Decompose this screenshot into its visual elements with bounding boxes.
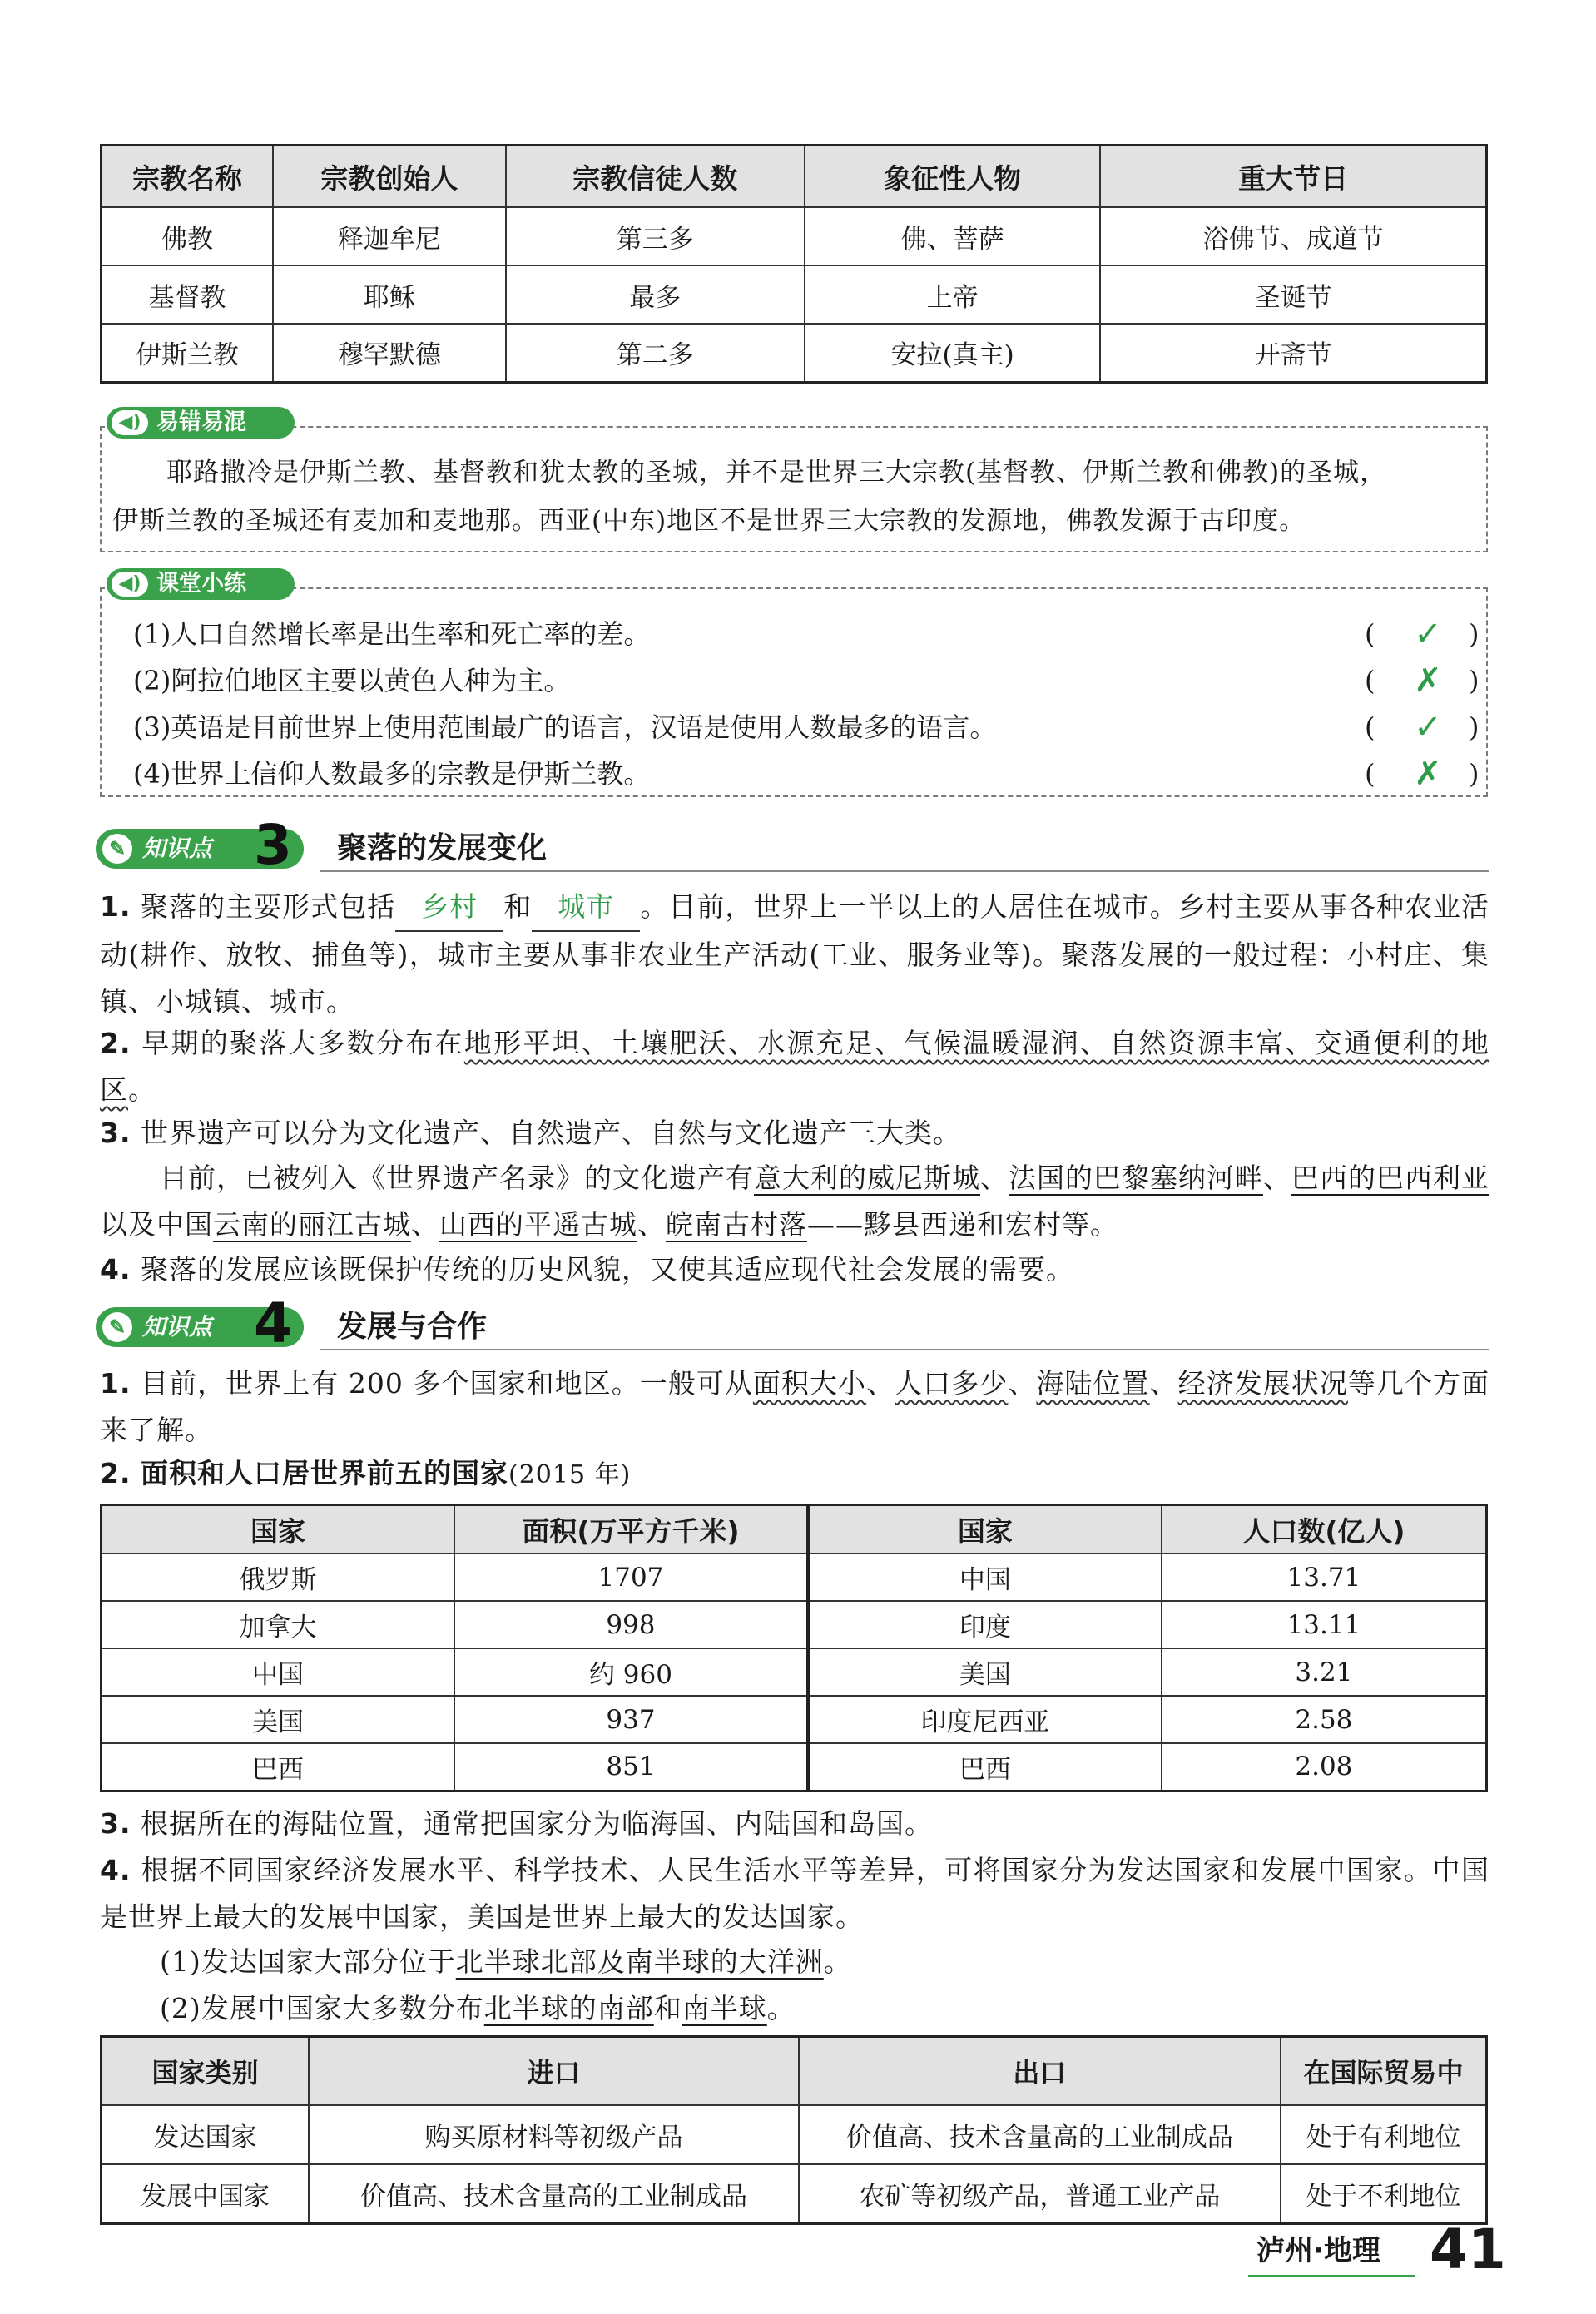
text: 、 [866, 1367, 895, 1400]
area-table [100, 1504, 809, 1792]
table-row [102, 1696, 808, 1743]
table-cell: 中国 [809, 1553, 1162, 1601]
table-header-cell: 象征性人物 [805, 146, 1100, 208]
table-cell: 圣诞节 [1100, 265, 1486, 324]
badge-label: 易错易混 [156, 409, 246, 435]
table-header-row [102, 146, 1487, 208]
text: 。 [766, 1992, 796, 2024]
section-title: 发展与合作 [337, 1310, 488, 1344]
underlined-text: 山西的平遥古城 [439, 1208, 637, 1241]
table-cell: 851 [454, 1743, 808, 1791]
highlight-text: 面积大小 [752, 1367, 867, 1400]
text: 、 [1008, 1367, 1037, 1400]
table-cell: 2.58 [1162, 1696, 1487, 1743]
table-header-cell: 国家 [809, 1505, 1162, 1554]
table-cell: 巴西 [809, 1743, 1162, 1791]
table-cell: 第三多 [506, 207, 805, 265]
table-cell: 中国 [102, 1648, 454, 1696]
paragraph [100, 1155, 1489, 1248]
text: 早期的聚落大多数分布在 [141, 1027, 464, 1059]
practice-badge [107, 568, 295, 600]
knowledge-point-label: 知识点 [142, 835, 213, 862]
table-cell: 价值高、技术含量高的工业制成品 [799, 2105, 1281, 2164]
text: 。 [823, 1945, 852, 1978]
paren-open: ( [1365, 758, 1375, 790]
table-cell: 安拉(真主) [805, 324, 1100, 382]
item-number: 3. [100, 1807, 131, 1840]
text: 。 [128, 1073, 156, 1106]
table-cell: 佛、菩萨 [805, 207, 1100, 265]
table-header-cell: 国家类别 [102, 2037, 310, 2106]
table-cell: 处于不利地位 [1281, 2164, 1487, 2223]
table-cell: 开斋节 [1100, 324, 1486, 382]
paragraph [100, 1246, 1489, 1293]
practice-question: (3)英语是目前世界上使用范围最广的语言，汉语是使用人数最多的语言。 [133, 711, 997, 743]
text: (1)发达国家大部分位于 [160, 1945, 456, 1978]
underlined-text: 北半球的南部 [483, 1992, 654, 2024]
item-number: 3. [100, 1117, 131, 1149]
text: 聚落的主要形式包括 [141, 890, 396, 923]
paren-close: ) [1469, 665, 1480, 696]
underlined-text: 巴西的巴西利亚 [1291, 1162, 1489, 1194]
table-cell: 印度尼西亚 [809, 1696, 1162, 1743]
table-cell: 美国 [102, 1696, 454, 1743]
item-number: 1. [100, 1367, 131, 1400]
table-header-cell: 在国际贸易中 [1281, 2037, 1487, 2106]
paren-open: ( [1365, 665, 1375, 696]
text: 目前，世界上有 200 多个国家和地区。一般可从 [141, 1367, 753, 1400]
paragraph [100, 1847, 1489, 1940]
practice-item [133, 751, 1481, 797]
cross-icon: ✗ [1414, 661, 1442, 700]
text: 目前，已被列入《世界遗产名录》的文化遗产有 [160, 1162, 754, 1194]
text: 、 [411, 1208, 439, 1241]
table-header-cell: 宗教创始人 [273, 146, 505, 208]
text: 世界遗产可以分为文化遗产、自然遗产、自然与文化遗产三大类。 [141, 1117, 961, 1149]
table-cell: 美国 [809, 1648, 1162, 1696]
confusion-text-2: 伊斯兰教的圣城还有麦加和麦地那。西亚(中东)地区不是世界三大宗教的发源地，佛教发源于古印度。 [112, 506, 1306, 536]
table-cell: 伊斯兰教 [102, 324, 274, 382]
check-icon: ✓ [1414, 708, 1442, 746]
highlight-text: 海陆位置 [1036, 1367, 1150, 1400]
underlined-text: 皖南古村落 [666, 1208, 807, 1241]
table-cell: 浴佛节、成道节 [1100, 207, 1486, 265]
table-row [102, 1553, 808, 1601]
divider [320, 870, 1489, 872]
section-title: 聚落的发展变化 [337, 831, 548, 865]
item-number: 2. [100, 1457, 131, 1489]
table-cell: 耶稣 [273, 265, 505, 324]
text: 以及中国 [100, 1208, 213, 1241]
table-cell: 最多 [506, 265, 805, 324]
text: 和 [653, 1992, 682, 2024]
text: 、 [980, 1162, 1009, 1194]
text: 、 [637, 1208, 666, 1241]
table-caption [100, 1450, 1489, 1499]
text: 根据所在的海陆位置，通常把国家分为临海国、内陆国和岛国。 [141, 1807, 933, 1840]
table-cell: 1707 [454, 1553, 808, 1601]
table-cell: 937 [454, 1696, 808, 1743]
text: 等几个方面来了解。 [100, 1367, 1490, 1446]
trade-table [100, 2035, 1488, 2225]
table-cell: 2.08 [1162, 1743, 1487, 1791]
section-number: 3 [254, 813, 292, 877]
section-3-header [96, 813, 1489, 877]
religion-table [100, 144, 1488, 384]
table-cell: 加拿大 [102, 1601, 454, 1648]
item-number: 1. [100, 890, 131, 923]
table-header-cell: 国家 [102, 1505, 454, 1554]
practice-question: (2)阿拉伯地区主要以黄色人种为主。 [133, 665, 571, 696]
highlight-text: 人口多少 [895, 1367, 1009, 1400]
underlined-text: 南半球 [682, 1992, 767, 2024]
speaker-icon: ◀) [112, 572, 148, 597]
check-icon: ✓ [1414, 615, 1442, 653]
table-cell: 印度 [809, 1601, 1162, 1648]
text: 根据不同国家经济发展水平、科学技术、人民生活水平等差异，可将国家分为发达国家和发展中国家。中国是世界上最大的发展中国家，美国是世界上最大的发达国家。 [100, 1854, 1489, 1933]
paragraph [100, 1360, 1489, 1454]
table-row [102, 1601, 808, 1648]
practice-item [133, 704, 1481, 751]
text: 、 [1149, 1367, 1178, 1400]
table-cell: 发达国家 [102, 2105, 310, 2164]
paren-open: ( [1365, 618, 1375, 650]
table-header-cell: 宗教名称 [102, 146, 274, 208]
confusion-text-1: 耶路撒冷是伊斯兰教、基督教和犹太教的圣城，并不是世界三大宗教(基督教、伊斯兰教和佛教)的圣城， [166, 458, 1387, 488]
paragraph [100, 884, 1489, 1025]
table-cell: 佛教 [102, 207, 274, 265]
highlight-text: 经济发展状况 [1177, 1367, 1348, 1400]
table-header-row [102, 1505, 808, 1554]
footer-divider [1248, 2275, 1415, 2277]
paren-close: ) [1469, 618, 1480, 650]
paragraph [100, 1020, 1489, 1113]
speaker-icon: ◀) [112, 410, 148, 435]
table-row [102, 2105, 1487, 2164]
table-header-cell: 面积(万平方千米) [454, 1505, 808, 1554]
knowledge-point-label: 知识点 [142, 1313, 213, 1340]
text: ——黟县西递和宏村等。 [807, 1208, 1118, 1241]
underlined-text: 法国的巴黎塞纳河畔 [1009, 1162, 1263, 1194]
table-row [102, 2164, 1487, 2223]
table-row [102, 265, 1487, 324]
text: 和 [503, 890, 533, 923]
table-cell: 购买原材料等初级产品 [309, 2105, 799, 2164]
table-header-cell: 重大节日 [1100, 146, 1486, 208]
practice-question: (1)人口自然增长率是出生率和死亡率的差。 [133, 618, 651, 650]
table-cell: 俄罗斯 [102, 1553, 454, 1601]
table-header-cell: 宗教信徒人数 [506, 146, 805, 208]
paragraph [100, 1939, 1431, 1985]
table-cell: 发展中国家 [102, 2164, 310, 2223]
practice-item [133, 611, 1481, 657]
blank-answer: 乡村 [395, 884, 503, 932]
table-cell: 3.21 [1162, 1648, 1487, 1696]
table-cell: 约 960 [454, 1648, 808, 1696]
table-cell: 基督教 [102, 265, 274, 324]
table-cell: 13.71 [1162, 1553, 1487, 1601]
text: 、 [1263, 1162, 1291, 1194]
table-row [809, 1743, 1487, 1791]
underlined-text: 意大利的威尼斯城 [754, 1162, 980, 1194]
text: 。目前，世界上一半以上的人居住在城市。乡村主要从事各种农业活动(耕作、放牧、捕鱼等)，城市主要从事非农业生产活动(工业、服务业等)。聚落发展的一般过程：小村庄、集镇、小城镇、城市。 [100, 890, 1490, 1018]
underlined-text: 云南的丽江古城 [213, 1208, 411, 1241]
leaf-icon: ✎ [102, 834, 132, 864]
table-header-row [102, 2037, 1487, 2106]
blank-answer: 城市 [532, 884, 640, 932]
table-cell: 第二多 [506, 324, 805, 382]
table-row [102, 207, 1487, 265]
table-row [102, 1743, 808, 1791]
footer-label: 泸州·地理 [1256, 2234, 1380, 2267]
table-cell: 上帝 [805, 265, 1100, 324]
table-cell: 价值高、技术含量高的工业制成品 [309, 2164, 799, 2223]
table-header-cell: 人口数(亿人) [1162, 1505, 1487, 1554]
population-table [807, 1504, 1488, 1792]
table-cell: 农矿等初级产品，普通工业产品 [799, 2164, 1281, 2223]
table-cell: 释迦牟尼 [273, 207, 505, 265]
leaf-icon: ✎ [102, 1312, 132, 1342]
text: 聚落的发展应该既保护传统的历史风貌，又使其适应现代社会发展的需要。 [141, 1253, 1074, 1286]
item-number: 2. [100, 1027, 131, 1059]
table-row [102, 1648, 808, 1696]
table-cell: 巴西 [102, 1743, 454, 1791]
paragraph [100, 1801, 1489, 1847]
cross-icon: ✗ [1414, 755, 1442, 793]
table-header-row [809, 1505, 1487, 1554]
table-row [809, 1553, 1487, 1601]
underlined-text: 北半球北部及南半球的大洋洲 [455, 1945, 824, 1978]
caption-text: 面积和人口居世界前五的国家 [141, 1457, 508, 1489]
paren-open: ( [1365, 711, 1375, 743]
section-4-header [96, 1291, 1489, 1355]
badge-label: 课堂小练 [156, 571, 246, 597]
page-number: 41 [1430, 2217, 1506, 2282]
practice-question: (4)世界上信仰人数最多的宗教是伊斯兰教。 [133, 758, 651, 790]
table-cell: 13.11 [1162, 1601, 1487, 1648]
practice-item [133, 657, 1481, 704]
paragraph [100, 1985, 1431, 2032]
table-cell: 穆罕默德 [273, 324, 505, 382]
paren-close: ) [1469, 758, 1480, 790]
table-row [809, 1601, 1487, 1648]
table-row [809, 1648, 1487, 1696]
text: (2)发展中国家大多数分布 [160, 1992, 484, 2024]
highlight-text: 地形平坦、土壤肥沃、水源充足、气候温暖湿润、自然资源丰富、交通便利的地区 [100, 1027, 1490, 1106]
table-row [102, 324, 1487, 382]
item-number: 4. [100, 1854, 131, 1886]
caption-year: (2015 年) [508, 1460, 632, 1489]
item-number: 4. [100, 1253, 131, 1286]
table-row [809, 1696, 1487, 1743]
confusion-badge [107, 407, 295, 439]
table-cell: 处于有利地位 [1281, 2105, 1487, 2164]
paragraph [100, 1110, 1489, 1157]
table-header-cell: 进口 [309, 2037, 799, 2106]
table-header-cell: 出口 [799, 2037, 1281, 2106]
divider [320, 1349, 1489, 1350]
paren-close: ) [1469, 711, 1480, 743]
section-number: 4 [254, 1291, 292, 1355]
table-cell: 998 [454, 1601, 808, 1648]
